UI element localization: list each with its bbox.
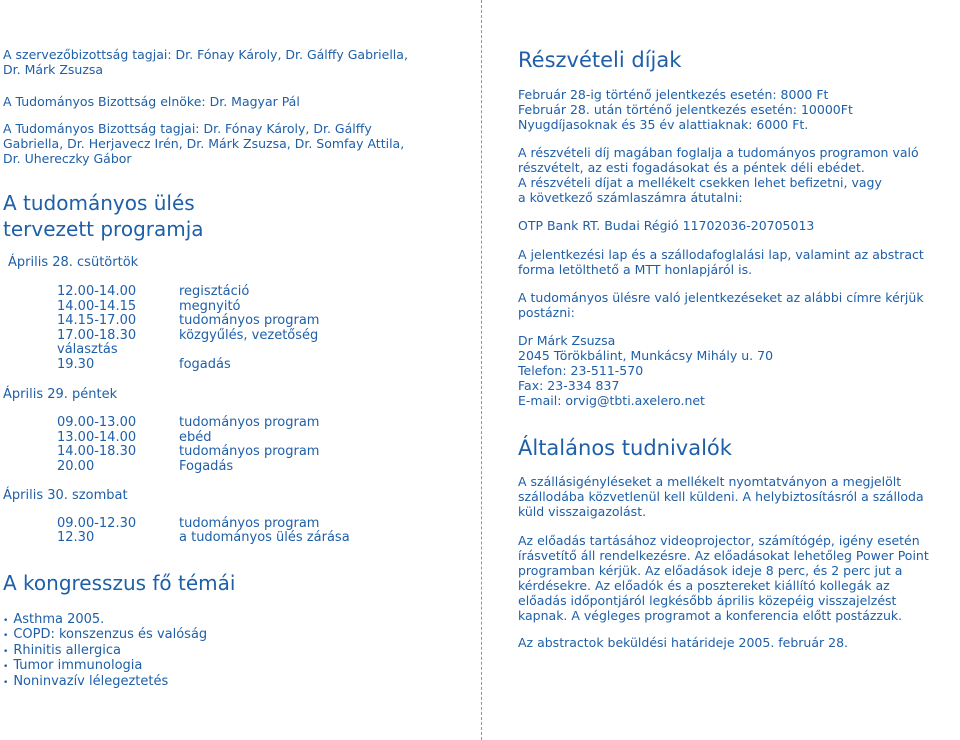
list-item: • Asthma 2005. bbox=[3, 613, 207, 628]
schedule-time: 14.15-17.00 bbox=[57, 313, 137, 328]
accommodation-info: A szállásigényléseket a mellékelt nyomtatványon a megjelölt szállodába közvetlenül kell küldeni. A helybiztosításról a szálloda küld visszaigazolást. bbox=[518, 474, 924, 519]
schedule-event: tudományos program bbox=[179, 313, 320, 328]
schedule-time: 19.30 bbox=[57, 357, 95, 372]
presentation-info: Az előadás tartásához videoprojector, számítógép, igény esetén írásvetítő áll rendelkezésre. Az előadásokat lehetőleg Power Point programban kérjük. Az előadások ideje 8 perc, és 2 perc jut a kérdésekre. Az előadók és a posztereket kiállító kollegák az előadás időpontjáról legkésőbb április közepéig visszajelzést kapnak. A végleges programot a konferencia előtt postázzuk. bbox=[518, 533, 929, 623]
schedule-time: választás bbox=[57, 342, 118, 357]
fees-lines: Február 28-ig történő jelentkezés esetén: 8000 Ft Február 28. után történő jelentkezés esetén: 10000Ft Nyugdíjasoknak és 35 év alattiaknak: 6000 Ft. bbox=[518, 87, 853, 132]
bank-account: OTP Bank RT. Budai Régió 11702036-20705013 bbox=[518, 218, 815, 233]
schedule-time: 09.00-12.30 bbox=[57, 516, 137, 531]
forms-info: A jelentkezési lap és a szállodafoglalási lap, valamint az abstract forma letölthető a MTT honlapjáról is. bbox=[518, 247, 924, 277]
general-title: Általános tudnivalók bbox=[518, 436, 732, 460]
schedule-time: 20.00 bbox=[57, 459, 95, 474]
topics-title: A kongresszus fő témái bbox=[3, 571, 236, 595]
schedule-time: 09.00-13.00 bbox=[57, 415, 137, 430]
schedule-event: fogadás bbox=[179, 357, 231, 372]
schedule-time: 14.00-14.15 bbox=[57, 299, 137, 314]
fees-info: A részvételi díj magában foglalja a tudományos programon való részvételt, az esti fogadásokat és a péntek déli ebédet. A részvételi díjat a mellékelt csekken lehet befizetni, vagy a következő számlaszámra átutalni: bbox=[518, 145, 919, 205]
schedule-time: 12.00-14.00 bbox=[57, 284, 137, 299]
list-item: • COPD: konszenzus és valóság bbox=[3, 628, 207, 643]
day-label: Április 29. péntek bbox=[3, 387, 118, 402]
schedule-time: 13.00-14.00 bbox=[57, 430, 137, 445]
day-label: Április 30. szombat bbox=[3, 488, 128, 503]
schedule-time: 12.30 bbox=[57, 530, 95, 545]
schedule-event: tudományos program bbox=[179, 516, 320, 531]
list-item: • Rhinitis allergica bbox=[3, 644, 207, 659]
apply-info: A tudományos ülésre való jelentkezéseket az alábbi címre kérjük postázni: bbox=[518, 290, 924, 320]
schedule-time: 14.00-18.30 bbox=[57, 444, 137, 459]
schedule-event: megnyitó bbox=[179, 299, 241, 314]
schedule-event: ebéd bbox=[179, 430, 212, 445]
scientific-members: A Tudományos Bizottság tagjai: Dr. Fónay Károly, Dr. Gálffy Gabriella, Dr. Herjavecz Irén, Dr. Márk Zsuzsa, Dr. Somfay Attila, Dr. Uhereczky Gábor bbox=[3, 121, 405, 166]
schedule-event: tudományos program bbox=[179, 415, 320, 430]
scientific-chair: A Tudományos Bizottság elnöke: Dr. Magyar Pál bbox=[3, 94, 300, 109]
fees-title: Részvételi díjak bbox=[518, 48, 682, 72]
program-title: A tudományos ülés tervezett programja bbox=[3, 191, 204, 241]
schedule-event: tudományos program bbox=[179, 444, 320, 459]
topics-list bbox=[3, 613, 207, 690]
organizing-committee: A szervezőbizottság tagjai: Dr. Fónay Károly, Dr. Gálffy Gabriella, Dr. Márk Zsuzsa bbox=[3, 47, 408, 77]
deadline-info: Az abstractok beküldési határideje 2005. február 28. bbox=[518, 635, 848, 650]
schedule-event: regisztáció bbox=[179, 284, 250, 299]
schedule-event: a tudományos ülés zárása bbox=[179, 530, 350, 545]
list-item: • Tumor immunologia bbox=[3, 659, 207, 674]
schedule-event: közgyűlés, vezetőség bbox=[179, 328, 319, 343]
contact-block: Dr Márk Zsuzsa 2045 Törökbálint, Munkácsy Mihály u. 70 Telefon: 23-511-570 Fax: 23-334 837 E-mail: orvig@tbti.axelero.net bbox=[518, 333, 774, 408]
day-label: Április 28. csütörtök bbox=[8, 255, 139, 270]
column-divider bbox=[481, 0, 482, 740]
list-item: • Noninvazív lélegeztetés bbox=[3, 675, 207, 690]
schedule-time: 17.00-18.30 bbox=[57, 328, 137, 343]
schedule-event: Fogadás bbox=[179, 459, 234, 474]
